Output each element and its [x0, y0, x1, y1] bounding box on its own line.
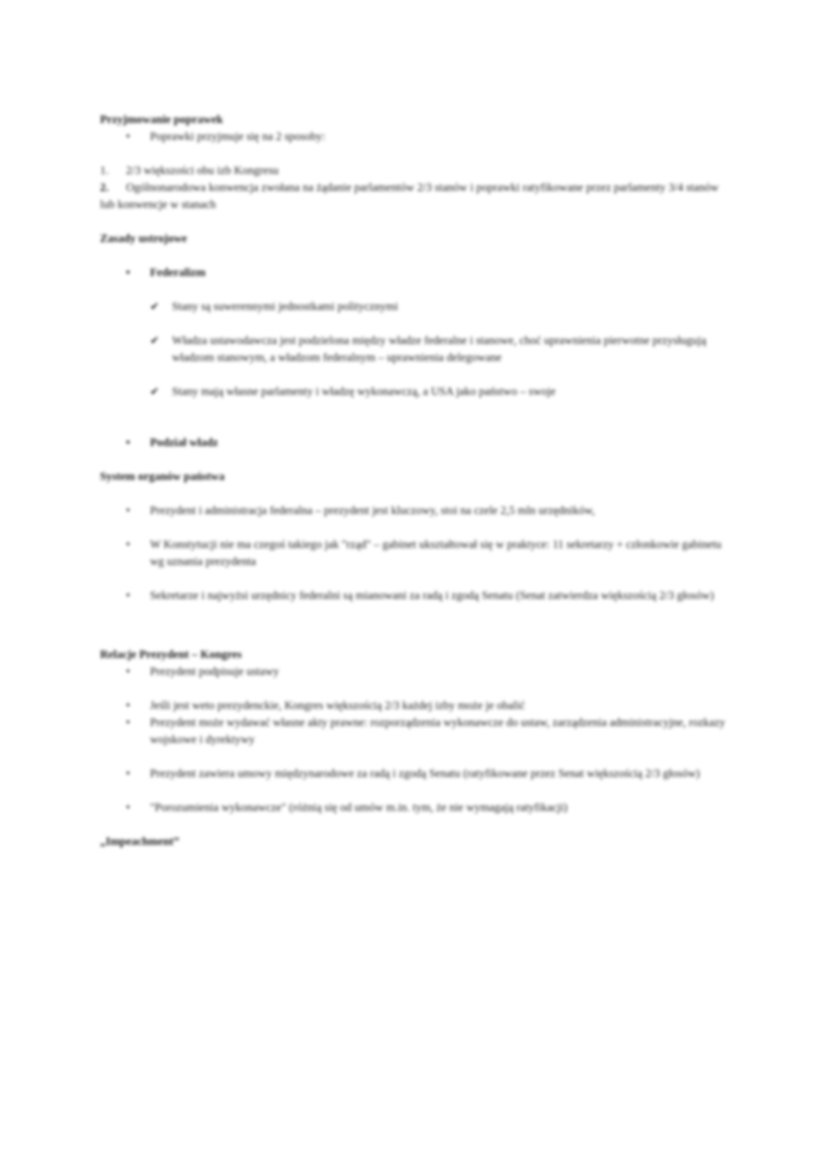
- list-item-division: • Podział władz: [100, 435, 730, 452]
- list-item: • Prezydent podpisuje ustawy: [100, 664, 730, 681]
- heading-president-congress: Relacje Prezydent – Kongres: [100, 649, 242, 661]
- spacer: [100, 681, 730, 698]
- list-item: • Prezydent zawiera umowy międzynarodowe za radą i zgodą Senatu (ratyfikowane przez Senat większością 2/3 głosów): [100, 766, 730, 783]
- amendments-list: [100, 129, 730, 146]
- number-marker: 2.: [100, 182, 109, 194]
- federalism-checklist: [100, 299, 730, 401]
- spacer: [100, 316, 730, 333]
- heading-state-organs: System organów państwa: [100, 471, 225, 483]
- list-item: • W Konstytucji nie ma czegoś takiego jak "rząd" – gabinet ukształtował się w praktyce: 11 sekretarzy + członkowie gabinetu wg uznania prezydenta: [100, 537, 730, 571]
- list-item-federalism: • Federalizm: [100, 265, 730, 282]
- state-organs-list: [100, 503, 730, 605]
- check-item: ✔ Władza ustawodawcza jest podzielona między władze federalne i stanowe, choć uprawnienia pierwotne przysługują władzom stanowym, a władzom federalnym – uprawnienia delegowane: [100, 333, 730, 367]
- heading-principles: Zasady ustrojowe: [100, 233, 188, 245]
- check-item: ✔ Stany są suwerennymi jednostkami politycznymi: [100, 299, 730, 316]
- spacer: [100, 571, 730, 588]
- list-item: • Jeśli jest weto prezydenckie, Kongres większością 2/3 każdej izby może je obalić: [100, 698, 730, 715]
- principles-list: [100, 265, 730, 282]
- list-item: • Prezydent i administracja federalna – prezydent jest kluczowy, stoi na czele 2,5 mln urzędników,: [100, 503, 730, 520]
- spacer: [100, 783, 730, 800]
- heading-impeachment: „Impeachment”: [100, 836, 180, 848]
- heading-amendments: Przyjmowanie poprawek: [100, 114, 223, 126]
- spacer: [100, 520, 730, 537]
- division-list: [100, 435, 730, 452]
- numbered-item-2: [100, 180, 730, 214]
- numbered-item-1: [100, 163, 730, 180]
- list-item: • Poprawki przyjmuje się na 2 sposoby:: [100, 129, 730, 146]
- spacer: [100, 749, 730, 766]
- document-page: [100, 112, 730, 851]
- check-item: ✔ Stany mają własne parlamenty i władzę wykonawczą, a USA jako państwo – swoje: [100, 384, 730, 401]
- president-congress-list: [100, 664, 730, 817]
- spacer: [100, 367, 730, 384]
- number-marker: 1.: [100, 165, 109, 177]
- list-item: • "Porozumienia wykonawcze" (różnią się od umów m.in. tym, że nie wymagają ratyfikacji): [100, 800, 730, 817]
- numbered-item-text: Ogólnonarodowa konwencja zwołana na żądanie parlamentów 2/3 stanów i poprawki ratyfikowane przez parlamenty 3/4 stanów lub konwencje w stanach: [100, 182, 719, 211]
- numbered-item-text: 2/3 większości obu izb Kongresu: [126, 165, 279, 177]
- list-item: • Prezydent może wydawać własne akty prawne: rozporządzenia wykonawcze do ustaw, zarządzenia administracyjne, rozkazy wojskowe i dyrektywy: [100, 715, 730, 749]
- list-item: • Sekretarze i najwyżsi urzędnicy federalni są mianowani za radą i zgodą Senatu (Senat zatwierdza większością 2/3 głosów): [100, 588, 730, 605]
